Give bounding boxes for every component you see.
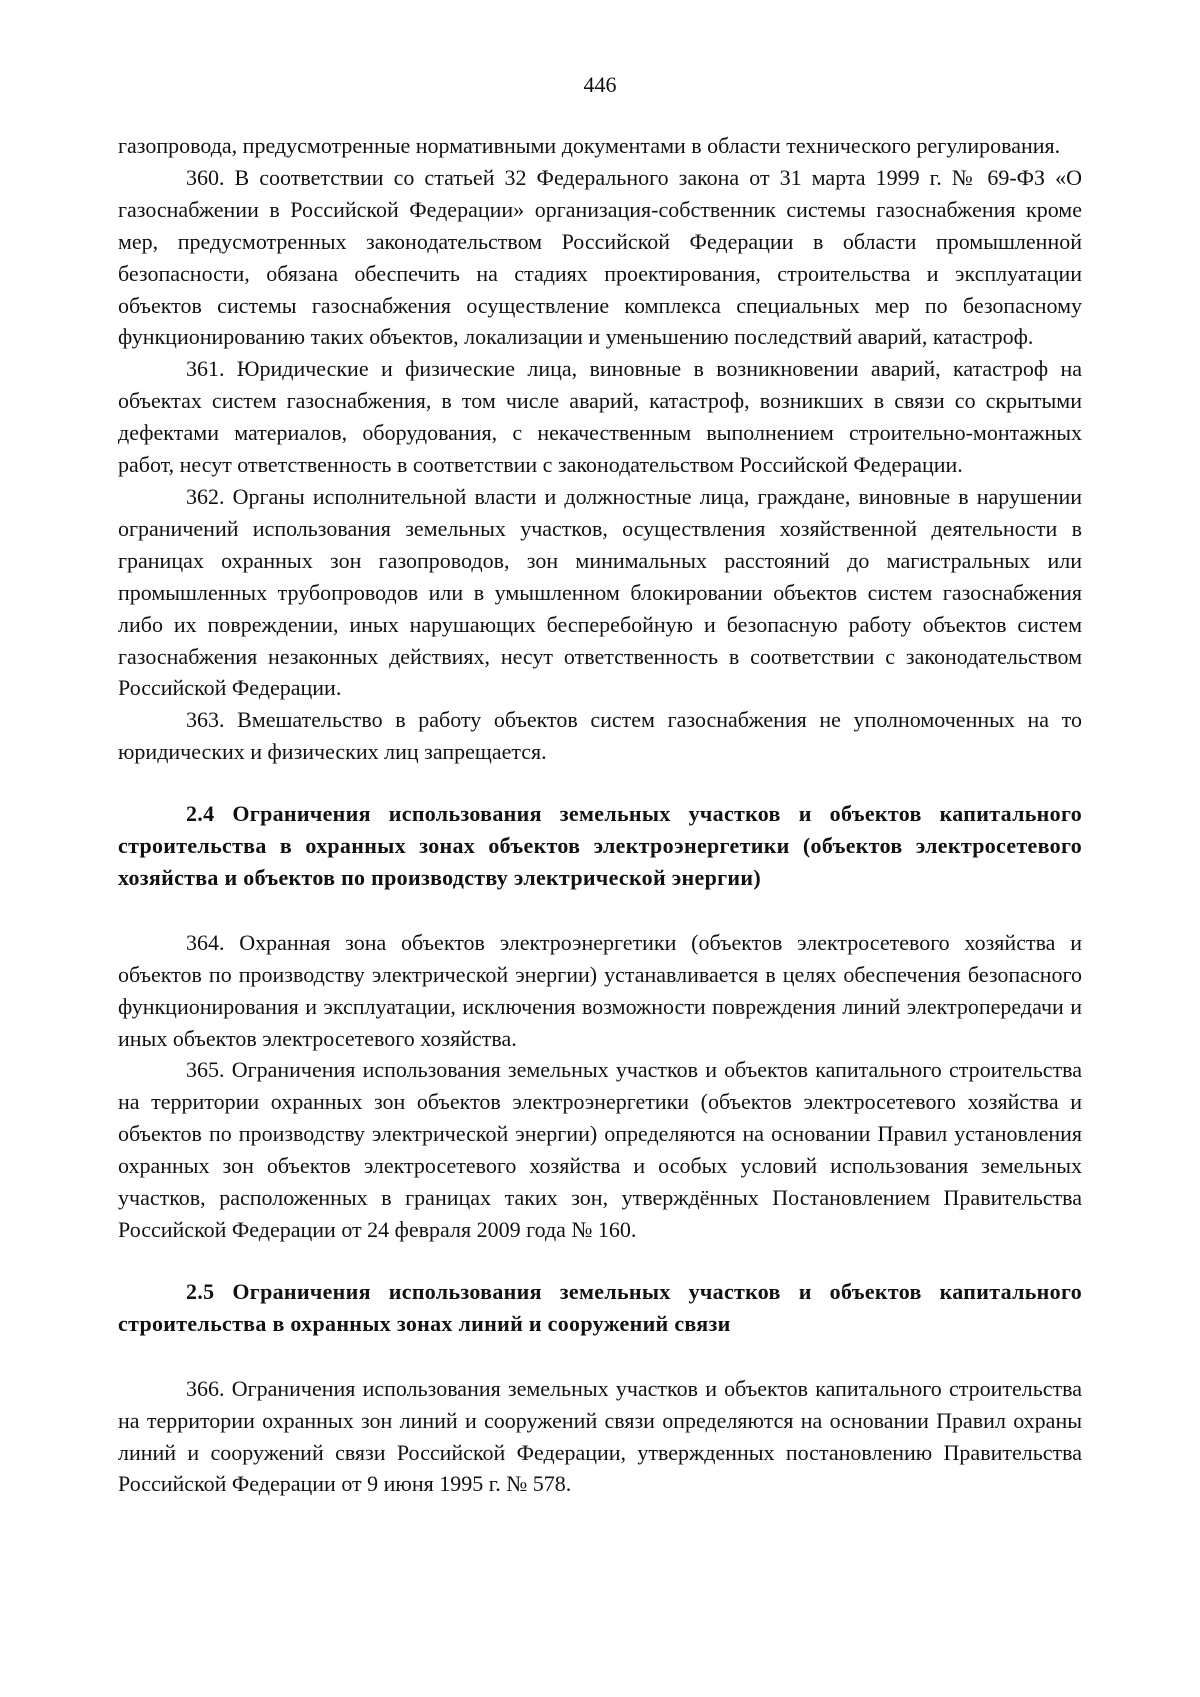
page-number: 446 <box>583 72 617 97</box>
spacer <box>118 768 1082 798</box>
spacer <box>118 1246 1082 1276</box>
spacer <box>118 1340 1082 1373</box>
section-heading-2-4: 2.4 Ограничения использования земельных участков и объектов капитального строительства в охранных зонах объектов электроэнергетики (объектов электросетевого хозяйства и объектов по производству электрической энергии) <box>118 801 1082 890</box>
document-body <box>118 130 1082 1500</box>
paragraph-365: 365. Ограничения использования земельных участков и объектов капитального строительства на территории охранных зон объектов электроэнергетики (объектов электросетевого хозяйства и объектов по производству электрической энергии) определяются на основании Правил установления охранных зон объектов электросетевого хозяйства и особых условий использования земельных участков, расположенных в границах таких зон, утверждённых Постановлением Правительства Российской Федерации от 24 февраля 2009 года № 160. <box>118 1057 1082 1242</box>
paragraph-363: 363. Вмешательство в работу объектов систем газоснабжения не уполномоченных на то юридических и физических лиц запрещается. <box>118 707 1082 765</box>
paragraph-continuation: газопровода, предусмотренные нормативными документами в области технического регулирования. <box>118 133 1061 158</box>
paragraph-360: 360. В соответствии со статьей 32 Федерального закона от 31 марта 1999 г. № 69-ФЗ «О газоснабжении в Российской Федерации» организация-собственник системы газоснабжения кроме мер, предусмотренных законодательством Российской Федерации в области промышленной безопасности, обязана обеспечить на стадиях проектирования, строительства и эксплуатации объектов системы газоснабжения осуществление комплекса специальных мер по безопасному функционированию таких объектов, локализации и уменьшению последствий аварий, катастроф. <box>118 164 1082 350</box>
paragraph-362: 362. Органы исполнительной власти и должностные лица, граждане, виновные в нарушении ограничений использования земельных участков, осуществления хозяйственной деятельности в границах охранных зон газопроводов, зон минимальных расстояний до магистральных или промышленных трубопроводов или в умышленном блокировании объектов систем газоснабжения либо их повреждении, иных нарушающих бесперебойную и безопасную работу объектов систем газоснабжения незаконных действиях, несут ответственность в соответствии с законодательством Российской Федерации. <box>118 483 1082 701</box>
spacer <box>118 894 1082 927</box>
paragraph-366: 366. Ограничения использования земельных участков и объектов капитального строительства на территории охранных зон линий и сооружений связи определяются на основании Правил охраны линий и сооружений связи Российской Федерации, утвержденных постановлению Правительства Российской Федерации от 9 июня 1995 г. № 578. <box>118 1375 1082 1497</box>
section-heading-2-5: 2.5 Ограничения использования земельных участков и объектов капитального строительства в охранных зонах линий и сооружений связи <box>118 1278 1082 1336</box>
paragraph-361: 361. Юридические и физические лица, виновные в возникновении аварий, катастроф на объектах систем газоснабжения, в том числе аварий, катастроф, возникших в связи со скрытыми дефектами материалов, оборудования, с некачественным выполнением строительно-монтажных работ, несут ответственность в соответствии с законодательством Российской Федерации. <box>118 356 1082 478</box>
paragraph-364: 364. Охранная зона объектов электроэнергетики (объектов электросетевого хозяйства и объектов по производству электрической энергии) устанавливается в целях обеспечения безопасного функционирования и эксплуатации, исключения возможности повреждения линий электропередачи и иных объектов электросетевого хозяйства. <box>118 929 1082 1051</box>
